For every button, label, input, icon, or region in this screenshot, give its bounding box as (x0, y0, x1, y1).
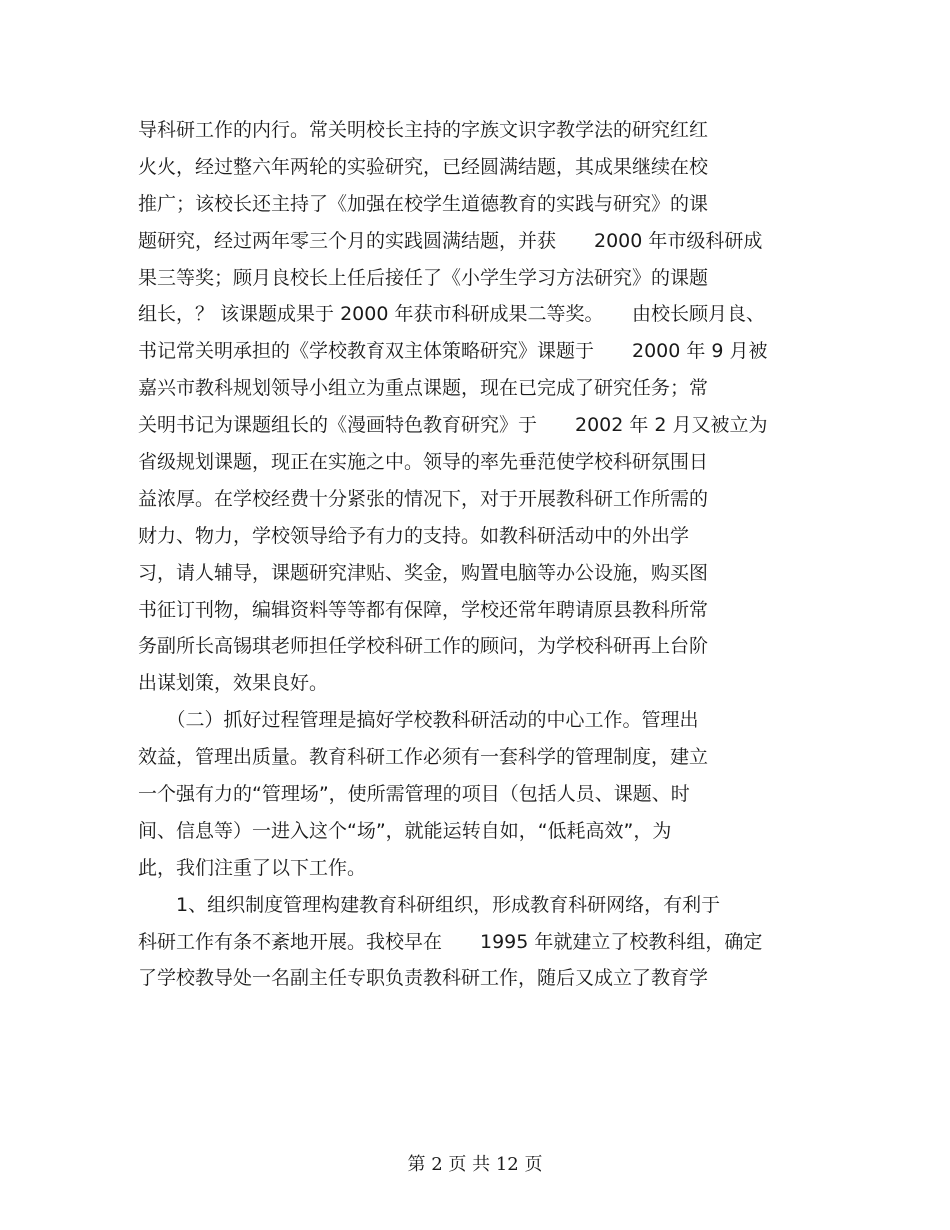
text-line: 书记常关明承担的《学校教育双主体策略研究》课题于 2000 年 9 月被 (138, 340, 768, 363)
text-line: 果三等奖；顾月良校长上任后接任了《小学生学习方法研究》的课题 (138, 266, 709, 289)
body-text (138, 112, 818, 997)
text-line: 一个强有力的“管理场”，使所需管理的项目（包括人员、课题、时 (138, 783, 690, 806)
text-line: 省级规划课题，现正在实施之中。领导的率先垂范使学校科研氛围日 (138, 451, 709, 474)
text-line: 务副所长高锡琪老师担任学校科研工作的顾问，为学校科研再上台阶 (138, 635, 709, 658)
paragraph-start-line: 1、组织制度管理构建教育科研组织，形成教育科研网络，有利于 (138, 893, 721, 916)
text-line: 益浓厚。在学校经费十分紧张的情况下，对于开展教科研工作所需的 (138, 487, 709, 510)
text-line: 此，我们注重了以下工作。 (138, 856, 367, 879)
text-line: 出谋划策，效果良好。 (138, 672, 329, 695)
text-line: 嘉兴市教科规划领导小组立为重点课题，现在已完成了研究任务；常 (138, 377, 709, 400)
text-line: 间、信息等）一进入这个“场”，就能运转自如，“低耗高效”，为 (138, 819, 672, 842)
text-line: 财力、物力，学校领导给予有力的支持。如教科研活动中的外出学 (138, 524, 690, 547)
text-line: 习，请人辅导，课题研究津贴、奖金，购置电脑等办公设施，购买图 (138, 561, 709, 584)
text-line: 效益，管理出质量。教育科研工作必须有一套科学的管理制度，建立 (138, 746, 709, 769)
page-number-footer: 第 2 页 共 12 页 (407, 1154, 543, 1175)
text-line: 导科研工作的内行。常关明校长主持的字族文识字教学法的研究红红 (138, 119, 709, 141)
text-line: 组长，？ 该课题成果于 2000 年获市科研成果二等奖。 由校长顾月良、 (138, 303, 765, 326)
text-line: 火火，经过整六年两轮的实验研究，已经圆满结题，其成果继续在校 (138, 155, 709, 178)
text-line: 科研工作有条不紊地开展。我校早在 1995 年就建立了校教科组，确定 (138, 930, 763, 953)
text-line: 关明书记为课题组长的《漫画特色教育研究》于 2002 年 2 月又被立为 (138, 414, 768, 437)
text-line: 了学校教导处一名副主任专职负责教科研工作，随后又成立了教育学 (138, 967, 709, 990)
text-line: 题研究，经过两年零三个月的实践圆满结题，并获 2000 年市级科研成 (138, 229, 763, 252)
text-line: 书征订刊物，编辑资料等等都有保障，学校还常年聘请原县教科所常 (138, 598, 709, 621)
paragraph-start-line: （二）抓好过程管理是搞好学校教科研活动的中心工作。管理出 (138, 709, 699, 732)
text-line: 推广；该校长还主持了《加强在校学生道德教育的实践与研究》的课 (138, 192, 709, 215)
